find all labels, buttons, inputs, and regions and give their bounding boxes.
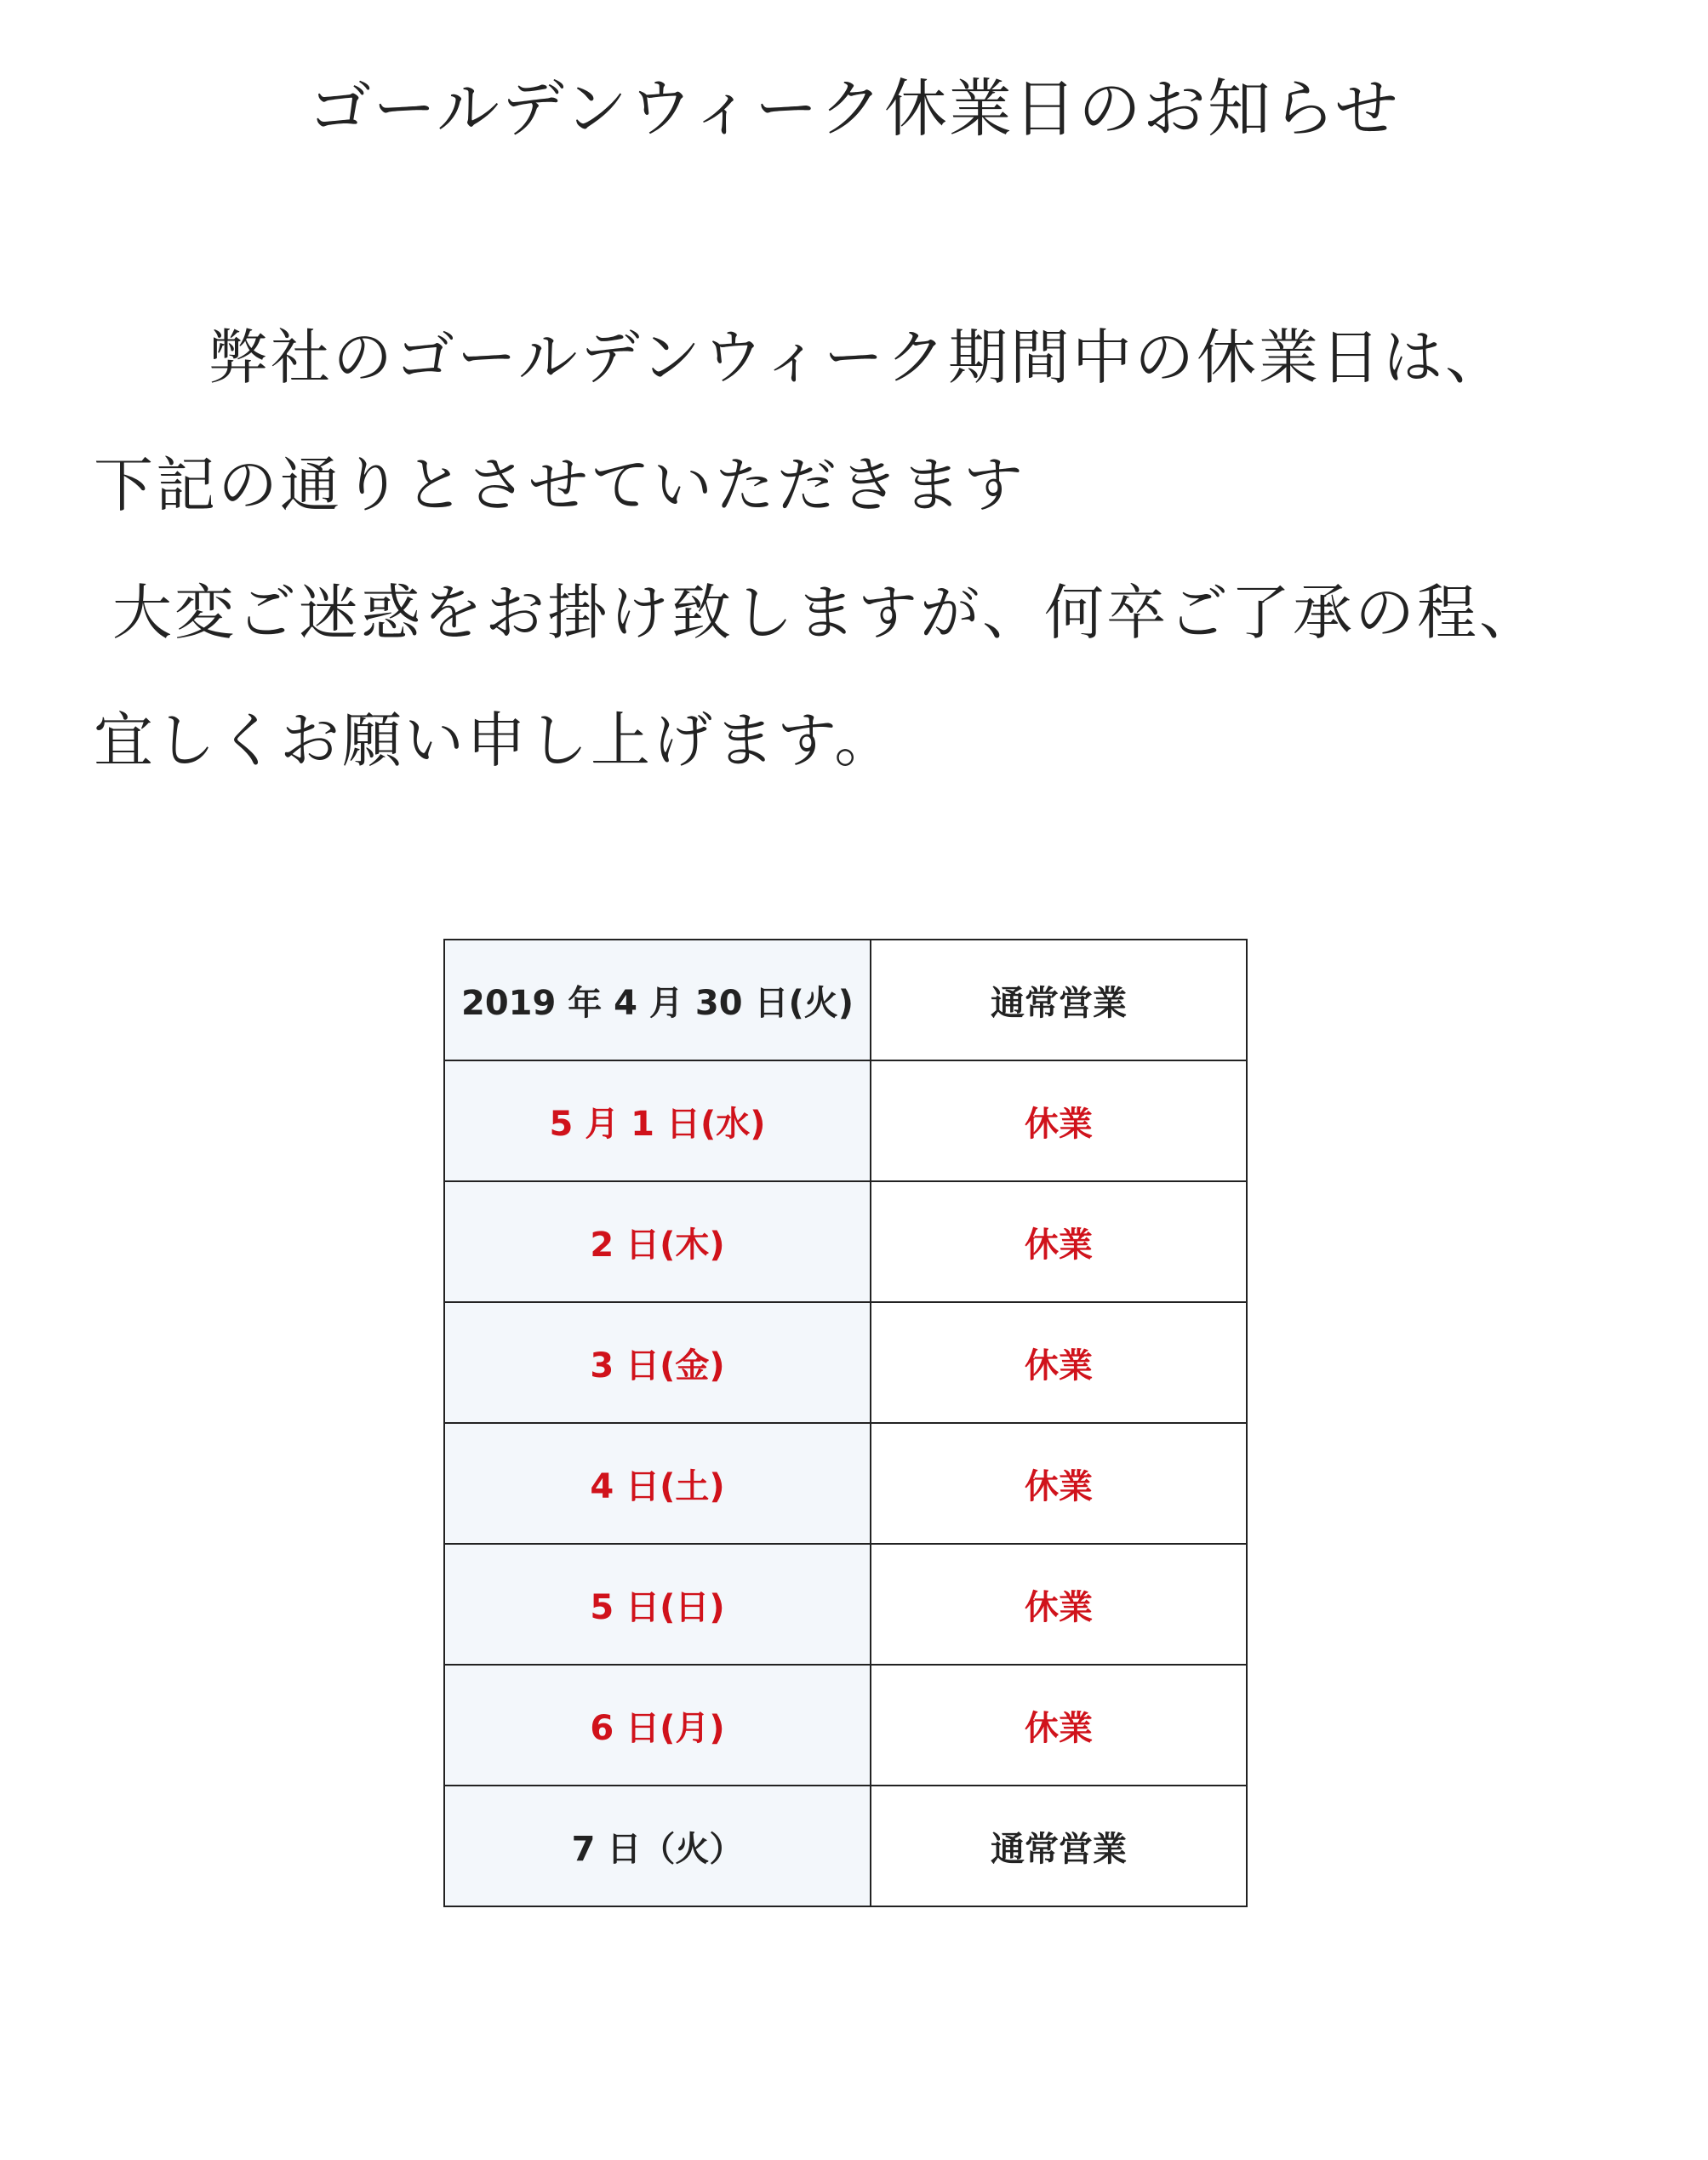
schedule-date: 5 月 1 日(水) bbox=[444, 1060, 871, 1181]
notice-line-2: 下記の通りとさせていただきます bbox=[94, 450, 1025, 520]
schedule-status: 通常営業 bbox=[871, 1786, 1247, 1906]
schedule-date: 6 日(月) bbox=[444, 1665, 871, 1786]
schedule-date: 2 日(木) bbox=[444, 1181, 871, 1302]
schedule-row bbox=[444, 940, 1247, 1060]
schedule-status: 休業 bbox=[871, 1544, 1247, 1665]
notice-line-3: 大変ご迷惑をお掛け致しますが、何卒ご了承の程、 bbox=[112, 578, 1541, 648]
schedule-date: 7 日（火） bbox=[444, 1786, 871, 1906]
schedule-date: 3 日(金) bbox=[444, 1302, 871, 1423]
schedule-row bbox=[444, 1786, 1247, 1906]
schedule-status: 休業 bbox=[871, 1665, 1247, 1786]
schedule-date: 2019 年 4 月 30 日(火) bbox=[444, 940, 871, 1060]
schedule-row bbox=[444, 1544, 1247, 1665]
notice-line-1: 弊社のゴールデンウィーク期間中の休業日は、 bbox=[209, 323, 1507, 392]
schedule-status: 休業 bbox=[871, 1423, 1247, 1544]
schedule-row bbox=[444, 1060, 1247, 1181]
schedule-status: 休業 bbox=[871, 1302, 1247, 1423]
schedule-date: 4 日(土) bbox=[444, 1423, 871, 1544]
schedule-row bbox=[444, 1423, 1247, 1544]
notice-line-4: 宜しくお願い申し上げます。 bbox=[94, 706, 897, 775]
page-title: ゴールデンウィーク休業日のお知らせ bbox=[308, 72, 1400, 146]
schedule-row bbox=[444, 1302, 1247, 1423]
schedule-row bbox=[444, 1665, 1247, 1786]
schedule-status: 休業 bbox=[871, 1181, 1247, 1302]
schedule-row bbox=[444, 1181, 1247, 1302]
schedule-status: 休業 bbox=[871, 1060, 1247, 1181]
schedule-status: 通常営業 bbox=[871, 940, 1247, 1060]
holiday-schedule-table bbox=[443, 939, 1248, 1907]
schedule-date: 5 日(日) bbox=[444, 1544, 871, 1665]
